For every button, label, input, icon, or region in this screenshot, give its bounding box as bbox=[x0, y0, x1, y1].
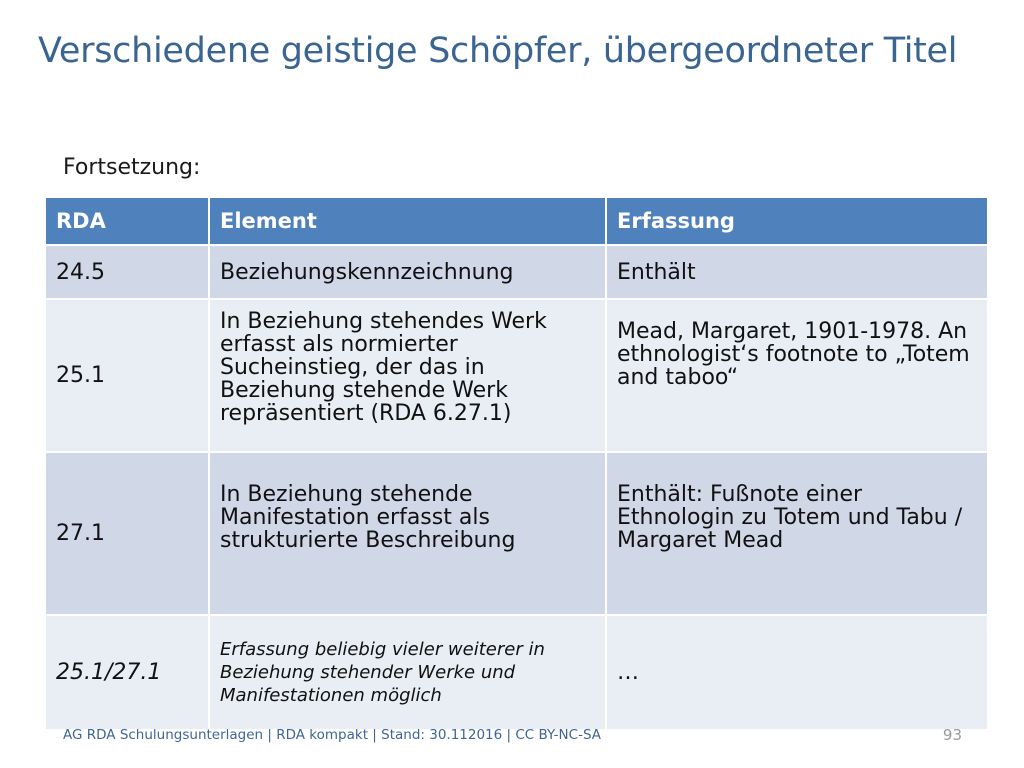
header-element: Element bbox=[209, 197, 606, 245]
cell-element: In Beziehung stehendes Werk erfasst als normierter Sucheinstieg, der das in Beziehung stehende Werk repräsentiert (RDA 6.27.1) bbox=[209, 299, 606, 452]
cell-rda: 24.5 bbox=[45, 245, 209, 299]
table-row bbox=[45, 245, 988, 299]
cell-element: In Beziehung stehende Manifestation erfasst als strukturierte Beschreibung bbox=[209, 452, 606, 615]
table-row bbox=[45, 299, 988, 452]
cell-element: Beziehungskennzeichnung bbox=[209, 245, 606, 299]
header-erfassung: Erfassung bbox=[606, 197, 988, 245]
table-row bbox=[45, 452, 988, 615]
slide-subtitle: Fortsetzung: bbox=[63, 155, 201, 180]
cell-rda: 25.1/27.1 bbox=[45, 615, 209, 730]
cell-rda: 25.1 bbox=[45, 299, 209, 452]
rda-table-container bbox=[44, 196, 987, 731]
cell-rda: 27.1 bbox=[45, 452, 209, 615]
page-number: 93 bbox=[942, 726, 962, 744]
header-rda: RDA bbox=[45, 197, 209, 245]
footer-text: AG RDA Schulungsunterlagen | RDA kompakt | Stand: 30.112016 | CC BY-NC-SA bbox=[63, 727, 601, 743]
cell-erfassung: Enthält: Fußnote einer Ethnologin zu Totem und Tabu / Margaret Mead bbox=[606, 452, 988, 615]
slide-title: Verschiedene geistige Schöpfer, übergeordneter Titel bbox=[38, 31, 958, 71]
cell-erfassung: Mead, Margaret, 1901-1978. An ethnologist‘s footnote to „Totem and taboo“ bbox=[606, 299, 988, 452]
cell-erfassung: Enthält bbox=[606, 245, 988, 299]
table-row bbox=[45, 615, 988, 730]
cell-erfassung: … bbox=[606, 615, 988, 730]
table-header-row bbox=[45, 197, 988, 245]
cell-element: Erfassung beliebig vieler weiterer in Beziehung stehender Werke und Manifestationen möglich bbox=[209, 615, 606, 730]
rda-table bbox=[44, 196, 989, 731]
